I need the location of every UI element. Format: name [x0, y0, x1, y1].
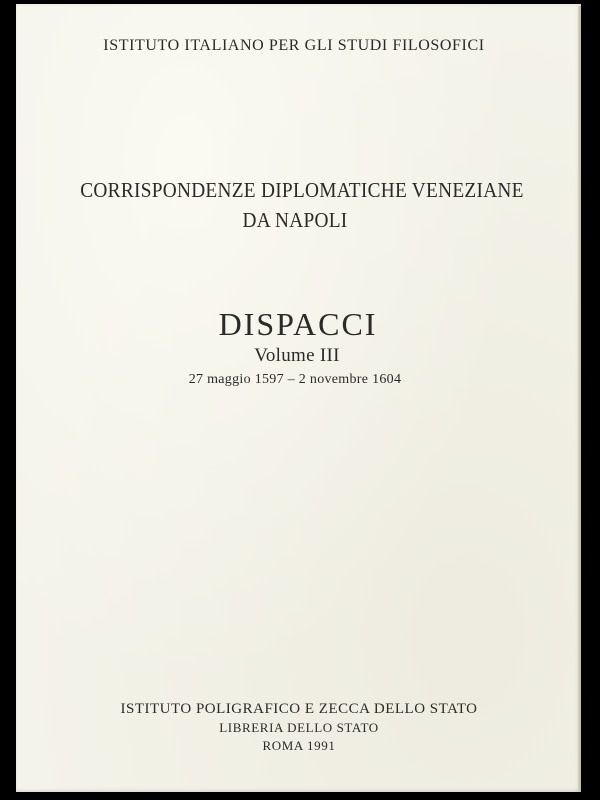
cover-edge [578, 6, 581, 792]
volume-number: Volume III [254, 345, 340, 366]
cover-page [16, 4, 581, 792]
book-title: DISPACCI [218, 306, 378, 342]
institute-name: ISTITUTO ITALIANO PER GLI STUDI FILOSOFICI [103, 37, 485, 54]
series-title-line-2: DA NAPOLI [242, 208, 348, 232]
publisher-name: ISTITUTO POLIGRAFICO E ZECCA DELLO STATO [120, 701, 478, 717]
date-range: 27 maggio 1597 – 2 novembre 1604 [188, 372, 402, 387]
imprint-name: LIBRERIA DELLO STATO [219, 720, 379, 735]
place-and-year: ROMA 1991 [262, 738, 336, 753]
series-title-line-1: CORRISPONDENZE DIPLOMATICHE VENEZIANE [80, 178, 524, 202]
